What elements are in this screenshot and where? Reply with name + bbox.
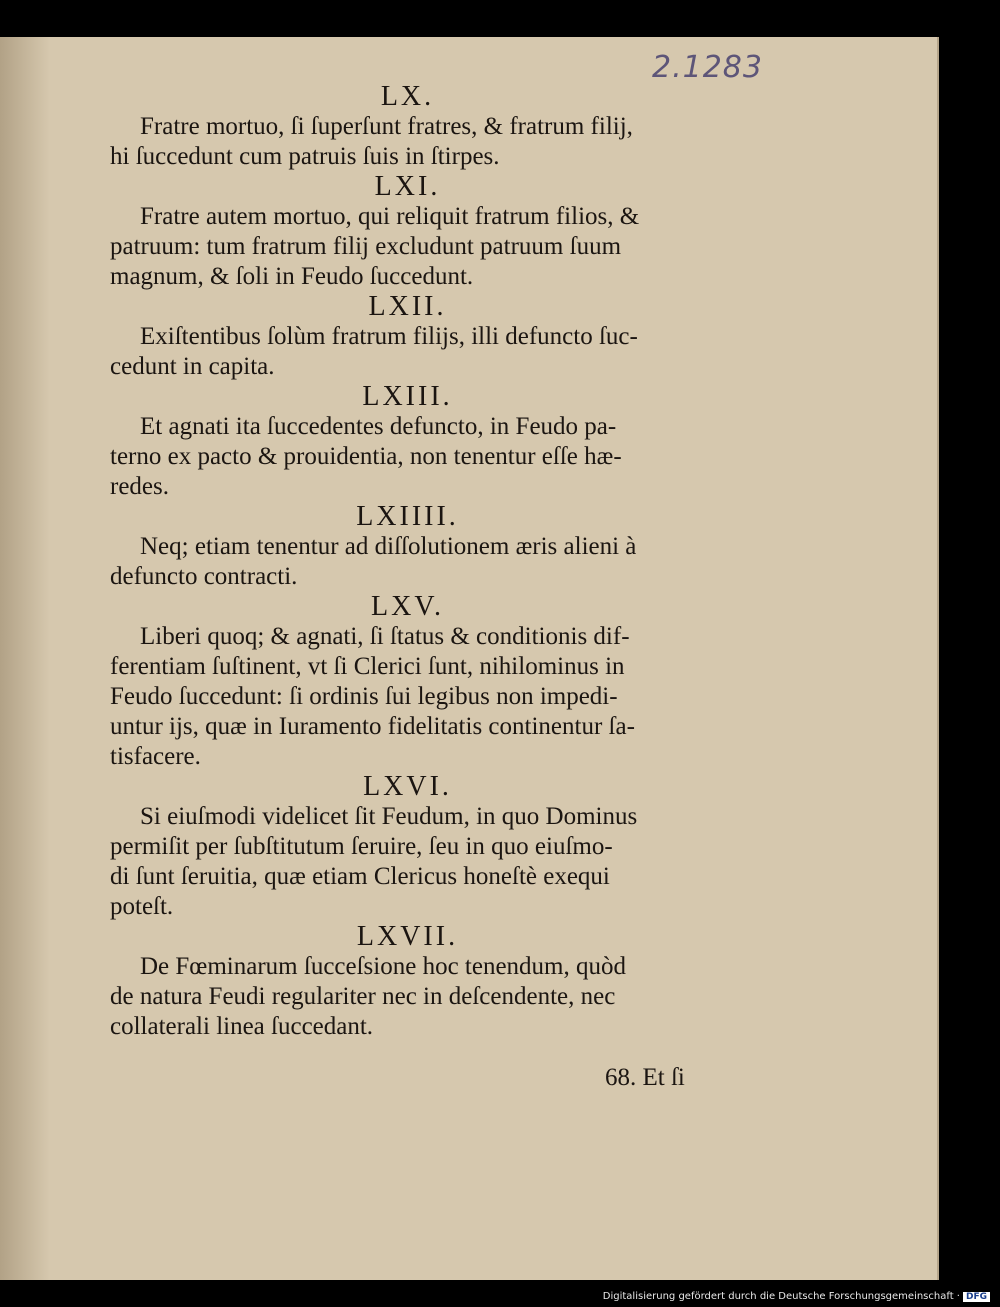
text-line: Fratre mortuo, ſi ſuperſunt fratres, & fratrum filij, — [140, 113, 633, 140]
section-paragraph — [110, 112, 705, 172]
section-paragraph — [110, 622, 705, 772]
section-heading: LXII. — [368, 291, 447, 322]
text-line: di ſunt ſeruitia, quæ etiam Clericus honeſtè exequi — [110, 863, 610, 890]
text-line: terno ex pacto & prouidentia, non tenentur eſſe hæ- — [110, 443, 622, 470]
text-line: Et agnati ita ſuccedentes defuncto, in Feudo pa- — [140, 413, 617, 440]
section-heading: LXIII. — [362, 381, 453, 412]
text-line: defuncto contracti. — [110, 563, 298, 590]
text-line: tisfacere. — [110, 743, 201, 770]
text-line: Si eiuſmodi videlicet ſit Feudum, in quo Dominus — [140, 803, 638, 830]
section-heading: LXVI. — [363, 771, 452, 802]
section-heading: LXV. — [371, 591, 444, 622]
text-line: patruum: tum fratrum filij excludunt patruum ſuum — [110, 233, 622, 260]
section-heading: LXVII. — [356, 921, 459, 952]
section-heading: LXIIII. — [356, 501, 459, 532]
text-line: Liberi quoq; & agnati, ſi ſtatus & conditionis dif- — [140, 623, 630, 650]
text-line: Neq; etiam tenentur ad diſſolutionem æris alieni à — [140, 533, 637, 560]
text-line: de natura Feudi regulariter nec in deſcendente, nec — [110, 983, 616, 1010]
page-text — [110, 82, 705, 1042]
text-line: permiſit per ſubſtitutum ſeruire, ſeu in quo eiuſmo- — [110, 833, 613, 860]
text-line: cedunt in capita. — [110, 353, 275, 380]
text-line: hi ſuccedunt cum patruis ſuis in ſtirpes. — [110, 143, 500, 170]
text-line: De Fœminarum ſucceſsione hoc tenendum, quòd — [140, 953, 626, 980]
digitization-credit — [603, 1291, 990, 1302]
section-paragraph — [110, 952, 705, 1042]
section-heading: LXI. — [374, 171, 441, 202]
text-line: redes. — [110, 473, 169, 500]
text-line: ferentiam ſuſtinent, vt ſi Clerici ſunt, nihilominus in — [110, 653, 625, 680]
text-line: collaterali linea ſuccedant. — [110, 1013, 374, 1040]
text-line: Exiſtentibus ſolùm fratrum filijs, illi defuncto ſuc- — [140, 323, 638, 350]
section-paragraph — [110, 202, 705, 292]
credit-text: Digitalisierung gefördert durch die Deutsche Forschungsgemeinschaft · — [602, 1291, 960, 1302]
text-line: magnum, & ſoli in Feudo ſuccedunt. — [110, 263, 474, 290]
section-paragraph — [110, 532, 705, 592]
page-gutter-shadow — [0, 37, 50, 1280]
text-line: untur ijs, quæ in Iuramento fidelitatis continentur ſa- — [110, 713, 635, 740]
text-line: poteſt. — [110, 893, 174, 920]
section-heading: LX. — [380, 81, 435, 112]
text-line: Fratre autem mortuo, qui reliquit fratrum filios, & — [140, 203, 640, 230]
dfg-logo: DFG — [963, 1292, 990, 1302]
section-paragraph — [110, 412, 705, 502]
handwritten-shelfmark: 2.1283 — [652, 50, 763, 85]
catchword: 68. Et ſi — [605, 1064, 685, 1091]
text-line: Feudo ſuccedunt: ſi ordinis ſui legibus non impedi- — [110, 683, 618, 710]
section-paragraph — [110, 322, 705, 382]
section-paragraph — [110, 802, 705, 922]
